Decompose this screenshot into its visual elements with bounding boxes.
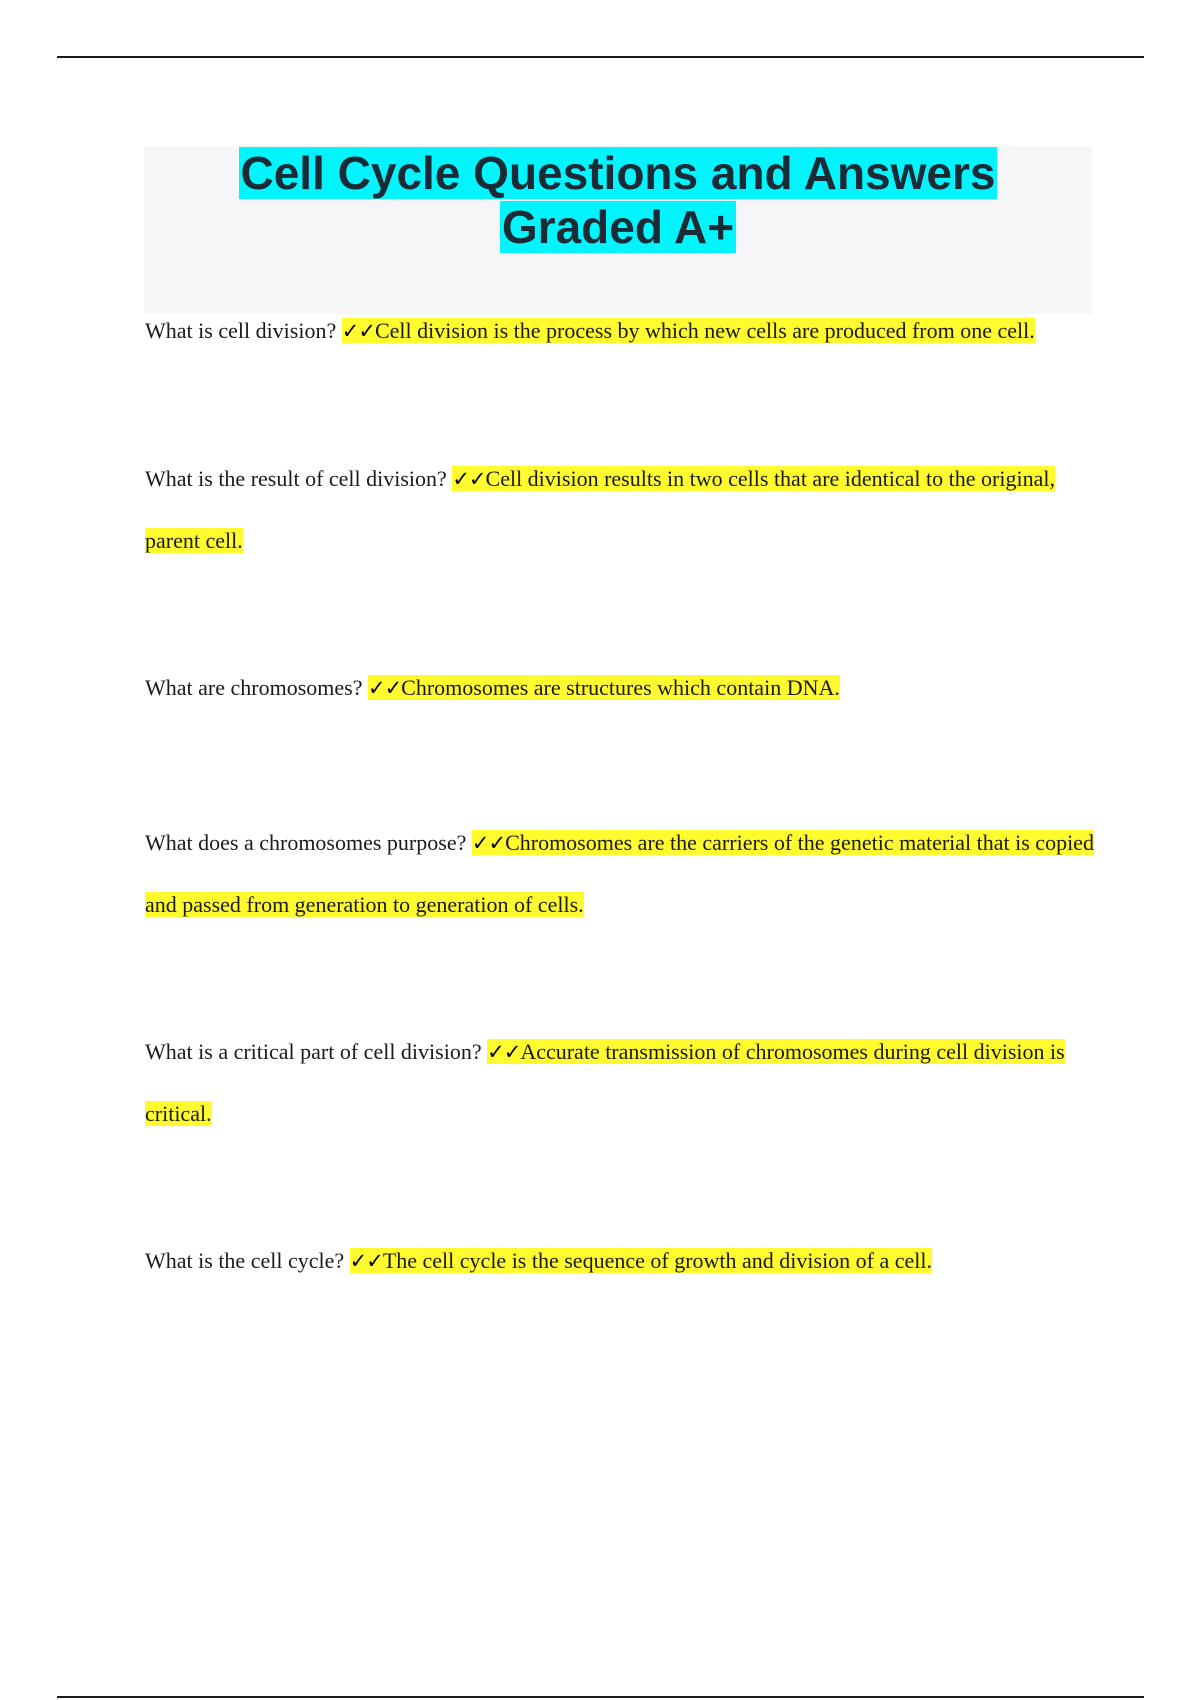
answer-text: The cell cycle is the sequence of growth and division of a cell. [382, 1248, 933, 1273]
top-rule [57, 56, 1144, 58]
title-line-1 [144, 146, 1092, 200]
qa-item [145, 657, 1095, 719]
qa-item [145, 1021, 1095, 1144]
question-text: What is the result of cell division? [145, 466, 447, 491]
answer-highlight [342, 318, 1035, 343]
title-line-2 [144, 200, 1092, 254]
qa-item [145, 448, 1095, 571]
answer-text: Chromosomes are structures which contain DNA. [401, 675, 840, 700]
answer-text: Accurate transmission of chromosomes during cell division is critical. [145, 1039, 1065, 1126]
document-title-line-1: Cell Cycle Questions and Answers [240, 147, 996, 199]
question-text: What is the cell cycle? [145, 1248, 345, 1273]
qa-item [145, 300, 1095, 362]
qa-list [145, 300, 1095, 1292]
question-text: What is cell division? [145, 318, 337, 343]
title-block [144, 146, 1092, 314]
qa-item [145, 1230, 1095, 1292]
document-title-line-2: Graded A+ [501, 201, 735, 253]
double-check-icon: ✓✓ [452, 467, 486, 491]
double-check-icon: ✓✓ [471, 831, 506, 855]
answer-text: Cell division results in two cells that are identical to the original, parent cell. [145, 466, 1055, 553]
bottom-rule [57, 1696, 1144, 1698]
answer-text: Chromosomes are the carriers of the genetic material that is copied and passed from generation to generation of cells. [145, 830, 1094, 917]
double-check-icon: ✓✓ [349, 1249, 383, 1273]
double-check-icon: ✓✓ [487, 1040, 521, 1064]
answer-text: Cell division is the process by which new cells are produced from one cell. [374, 318, 1035, 343]
question-text: What is a critical part of cell division? [145, 1039, 482, 1064]
question-text: What are chromosomes? [145, 675, 363, 700]
qa-item [145, 812, 1095, 935]
question-text: What does a chromosomes purpose? [145, 830, 467, 855]
answer-highlight [368, 675, 840, 700]
double-check-icon: ✓✓ [367, 676, 402, 700]
answer-highlight [350, 1248, 932, 1273]
double-check-icon: ✓✓ [341, 319, 375, 343]
